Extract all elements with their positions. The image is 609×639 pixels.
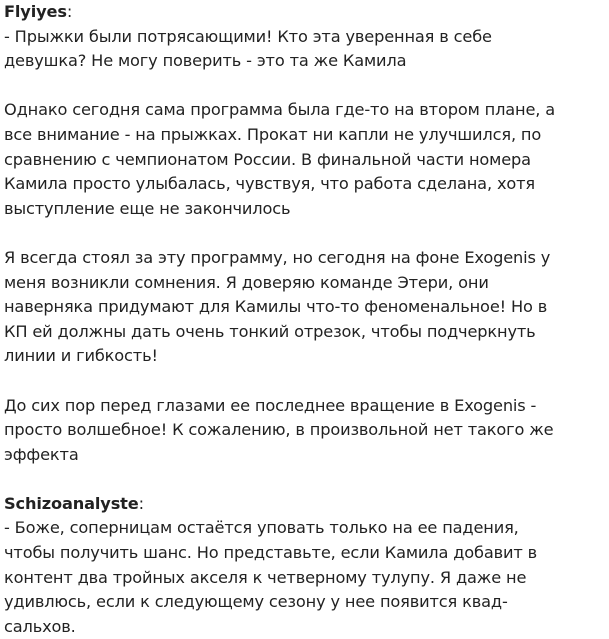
text-line: просто волшебное! К сожалению, в произвольной нет такого же xyxy=(4,420,554,440)
comment-paragraph xyxy=(4,25,600,74)
comment-header xyxy=(4,0,600,25)
text-line: выступление еще не закончилось xyxy=(4,198,291,218)
comment-paragraph xyxy=(4,246,600,369)
text-line: чтобы получить шанс. Но представьте, если Камила добавит в xyxy=(4,543,538,563)
author-separator: : xyxy=(138,493,144,513)
comment-author: Schizoanalyste xyxy=(4,493,139,513)
text-line: сальхов. xyxy=(4,616,76,636)
text-line: - Боже, соперницам остаётся уповать только на ее падения, xyxy=(4,518,519,538)
author-separator: : xyxy=(66,2,73,21)
text-line: контент два тройных акселя к четверному тулупу. Я даже не xyxy=(4,567,527,587)
comment-flyiyes xyxy=(4,0,600,467)
comment-paragraph xyxy=(4,394,600,468)
text-line: Камила просто улыбалась, чувствуя, что работа сделана, хотя xyxy=(4,174,535,194)
text-line: До сих пор перед глазами ее последнее вращение в Exogenis - xyxy=(4,395,537,415)
text-line: линии и гибкость! xyxy=(4,346,158,366)
comment-paragraph xyxy=(4,516,600,639)
comment-author: Flyiyes xyxy=(4,2,67,21)
text-line: девушка? Не могу поверить - это та же Камила xyxy=(4,51,407,71)
text-line: меня возникли сомнения. Я доверяю команде Этери, они xyxy=(4,272,489,292)
text-line: - Прыжки были потрясающими! Кто эта уверенная в себе xyxy=(4,26,492,46)
text-line: эффекта xyxy=(4,444,79,464)
text-line: удивлюсь, если к следующему сезону у нее появится квад- xyxy=(4,592,508,612)
text-line: Однако сегодня сама программа была где-то на втором плане, а xyxy=(4,100,556,120)
comment-paragraph xyxy=(4,98,600,221)
text-line: Я всегда стоял за эту программу, но сегодня на фоне Exogenis у xyxy=(4,247,551,267)
text-line: сравнению с чемпионатом России. В финальной части номера xyxy=(4,149,531,169)
comment-header xyxy=(4,492,600,517)
text-line: наверняка придумают для Камилы что-то феноменальное! Но в xyxy=(4,297,548,317)
text-line: КП ей должны дать очень тонкий отрезок, чтобы подчеркнуть xyxy=(4,321,536,341)
comment-schizoanalyste xyxy=(4,492,600,639)
text-line: все внимание - на прыжках. Прокат ни капли не улучшился, по xyxy=(4,124,542,144)
